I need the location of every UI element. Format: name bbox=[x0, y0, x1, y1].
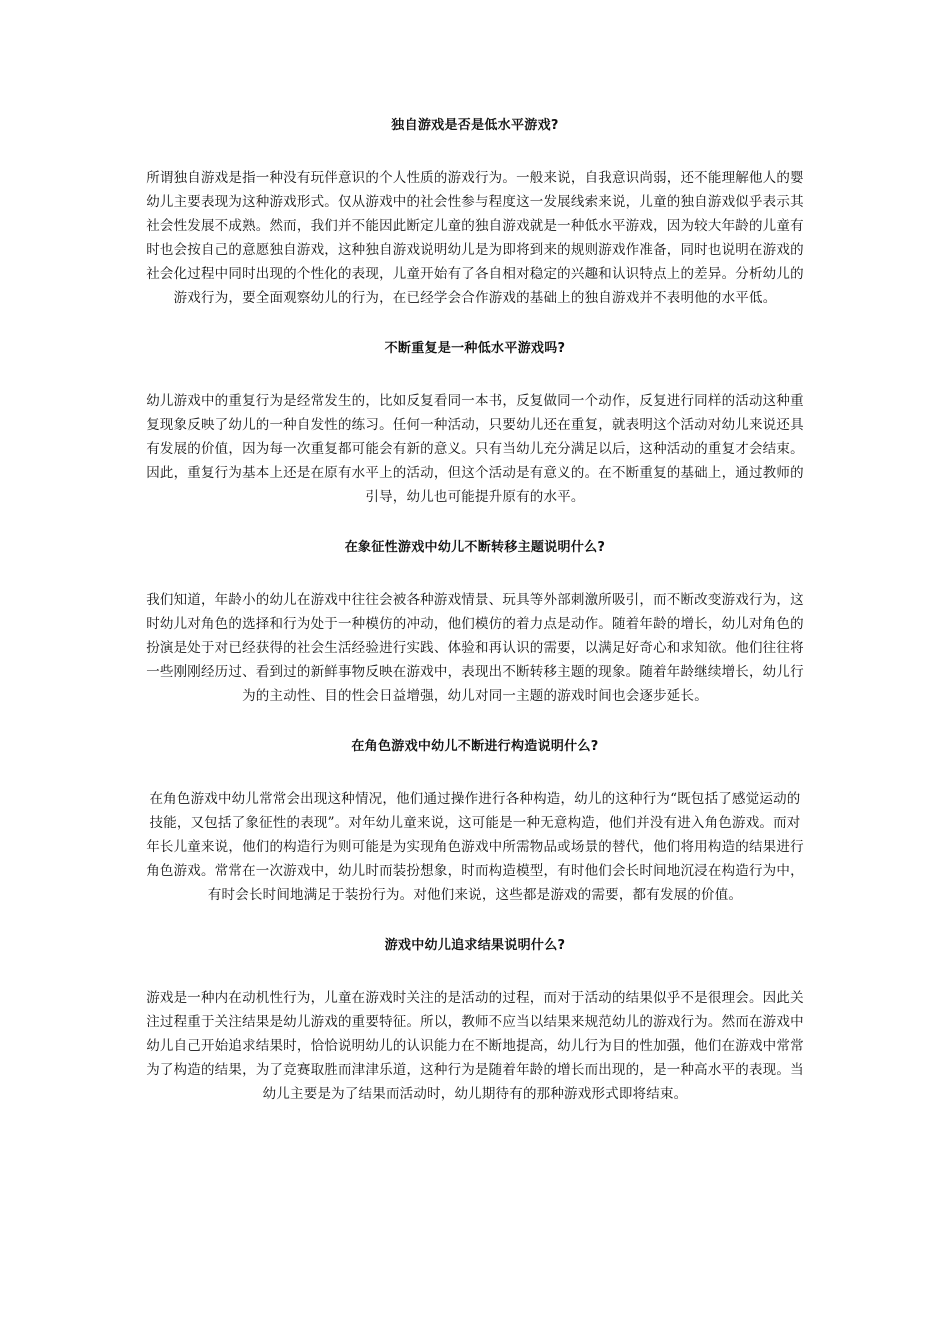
section-title: 游戏中幼儿追求结果说明什么? bbox=[384, 938, 566, 953]
section-body: 游戏是一种内在动机性行为，儿童在游戏时关注的是活动的过程，而对于活动的结果似乎不是很理会。因此关注过程重于关注结果是幼儿游戏的重要特征。所以，教师不应当以结果来规范幼儿的游戏行为。然而在游戏中幼儿自己开始追求结果时，恰恰说明幼儿的认识能力在不断地提高，幼儿行为目的性加强，他们在游戏中常常为了构造的结果，为了竞赛取胜而津津乐道，这种行为是随着年龄的增长而出现的，是一种高水平的表现。当幼儿主要是为了结果而活动时，幼儿期待有的那种游戏形式即将结束。 bbox=[146, 990, 804, 1102]
section-title: 独自游戏是否是低水平游戏? bbox=[391, 118, 559, 133]
section-theme-shift bbox=[144, 538, 806, 708]
section-title: 在角色游戏中幼儿不断进行构造说明什么? bbox=[351, 739, 599, 754]
section-solo-play bbox=[144, 116, 806, 310]
section-repetition bbox=[144, 339, 806, 509]
section-body: 在角色游戏中幼儿常常会出现这种情况，他们通过操作进行各种构造，幼儿的这种行为“既包括了感觉运动的技能，又包括了象征性的表现”。对年幼儿童来说，这可能是一种无意构造，他们并没有进入角色游戏。而对年长儿童来说，他们的构造行为则可能是为实现角色游戏中所需物品或场景的替代，他们将用构造的结果进行角色游戏。常常在一次游戏中，幼儿时而装扮想象，时而构造模型，有时他们会长时间地沉浸在构造行为中，有时会长时间地满足于装扮行为。对他们来说，这些都是游戏的需要，都有发展的价值。 bbox=[146, 791, 804, 903]
section-results bbox=[144, 936, 806, 1106]
section-body: 我们知道，年龄小的幼儿在游戏中往往会被各种游戏情景、玩具等外部刺激所吸引，而不断改变游戏行为，这时幼儿对角色的选择和行为处于一种模仿的冲动，他们模仿的着力点是动作。随着年龄的增长，幼儿对角色的扮演是处于对已经获得的社会生活经验进行实践、体验和再认识的需要，以满足好奇心和求知欲。他们往往将一些刚刚经历过、看到过的新鲜事物反映在游戏中，表现出不断转移主题的现象。随着年龄继续增长，幼儿行为的主动性、目的性会日益增强，幼儿对同一主题的游戏时间也会逐步延长。 bbox=[146, 592, 804, 704]
section-title: 不断重复是一种低水平游戏吗? bbox=[384, 341, 566, 356]
section-construction bbox=[144, 737, 806, 907]
section-title: 在象征性游戏中幼儿不断转移主题说明什么? bbox=[344, 540, 606, 555]
document-content bbox=[144, 116, 806, 1135]
section-body: 所谓独自游戏是指一种没有玩伴意识的个人性质的游戏行为。一般来说，自我意识尚弱，还不能理解他人的婴幼儿主要表现为这种游戏形式。仅从游戏中的社会性参与程度这一发展线索来说，儿童的独自游戏似乎表示其社会性发展不成熟。然而，我们并不能因此断定儿童的独自游戏就是一种低水平游戏，因为较大年龄的儿童有时也会按自己的意愿独自游戏，这种独自游戏说明幼儿是为即将到来的规则游戏作准备，同时也说明在游戏的社会化过程中同时出现的个性化的表现，儿童开始有了各自相对稳定的兴趣和认识特点上的差异。分析幼儿的游戏行为，要全面观察幼儿的行为，在已经学会合作游戏的基础上的独自游戏并不表明他的水平低。 bbox=[146, 170, 804, 306]
section-body: 幼儿游戏中的重复行为是经常发生的，比如反复看同一本书，反复做同一个动作，反复进行同样的活动这种重复现象反映了幼儿的一种自发性的练习。任何一种活动，只要幼儿还在重复，就表明这个活动对幼儿来说还具有发展的价值，因为每一次重复都可能会有新的意义。只有当幼儿充分满足以后，这种活动的重复才会结束。因此，重复行为基本上还是在原有水平上的活动，但这个活动是有意义的。在不断重复的基础上，通过教师的引导，幼儿也可能提升原有的水平。 bbox=[146, 393, 804, 505]
